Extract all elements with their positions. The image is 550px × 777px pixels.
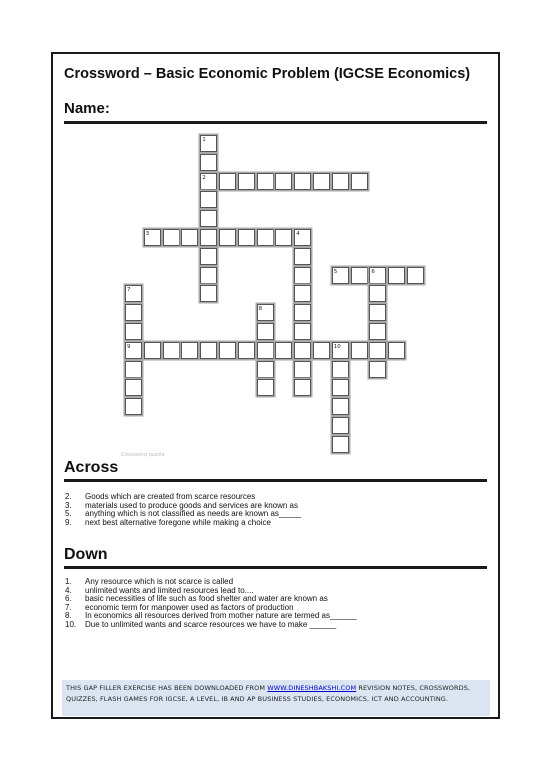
crossword-cell[interactable] <box>125 361 142 378</box>
crossword-cell[interactable] <box>257 304 274 321</box>
crossword-cell[interactable] <box>200 229 217 246</box>
clue-item: 2. Goods which are created from scarce resources <box>65 492 256 501</box>
crossword-cell[interactable] <box>369 361 386 378</box>
crossword-cell[interactable] <box>257 379 274 396</box>
clue-number: 1 <box>202 137 206 143</box>
crossword-cell[interactable] <box>144 229 161 246</box>
crossword-cell[interactable] <box>163 229 180 246</box>
crossword-cell[interactable] <box>351 267 368 284</box>
crossword-cell[interactable] <box>125 323 142 340</box>
crossword-cell[interactable] <box>275 229 292 246</box>
crossword-cell[interactable] <box>369 267 386 284</box>
clue-number: 3 <box>145 231 150 237</box>
crossword-cell[interactable] <box>125 342 142 359</box>
crossword-cell[interactable] <box>294 267 311 284</box>
crossword-cell[interactable] <box>181 229 198 246</box>
crossword-cell[interactable] <box>219 229 236 246</box>
crossword-cell[interactable] <box>200 135 217 152</box>
down-clue-list <box>64 578 357 629</box>
crossword-cell[interactable] <box>125 379 142 396</box>
crossword-cell[interactable] <box>275 173 292 190</box>
clue-number: 6 <box>371 268 375 275</box>
crossword-cell[interactable] <box>294 342 311 359</box>
crossword-cell[interactable] <box>407 267 424 284</box>
crossword-cell[interactable] <box>294 173 311 190</box>
crossword-cell[interactable] <box>332 417 349 434</box>
crossword-cell[interactable] <box>369 342 386 359</box>
crossword-cell[interactable] <box>238 229 255 246</box>
faint-caption: Crossword puzzle <box>121 452 165 458</box>
crossword-cell[interactable] <box>257 323 274 340</box>
down-rule <box>64 566 487 569</box>
crossword-cell[interactable] <box>369 323 386 340</box>
crossword-cell[interactable] <box>163 342 180 359</box>
name-label: Name: <box>64 100 110 117</box>
crossword-cell[interactable] <box>332 361 349 378</box>
crossword-cell[interactable] <box>200 191 217 208</box>
crossword-cell[interactable] <box>200 248 217 265</box>
clue-number: 5 <box>333 268 338 275</box>
clue-item: 7. economic term for manpower used as factors of production <box>65 602 294 612</box>
clue-item: 5. anything which is not classified as needs are known as_____ <box>65 509 302 518</box>
crossword-cell[interactable] <box>313 173 330 190</box>
crossword-cell[interactable] <box>294 323 311 340</box>
page-title: Crossword – Basic Economic Problem (IGCSE Economics) <box>64 66 471 82</box>
clue-number: 10 <box>333 343 341 350</box>
crossword-cell[interactable] <box>125 398 142 415</box>
crossword-cell[interactable] <box>238 342 255 359</box>
crossword-cell[interactable] <box>257 361 274 378</box>
crossword-cell[interactable] <box>332 173 349 190</box>
crossword-cell[interactable] <box>200 285 217 302</box>
crossword-cell[interactable] <box>200 173 217 190</box>
crossword-cell[interactable] <box>125 304 142 321</box>
clue-item: 4. unlimited wants and limited resources lead to.... <box>65 585 254 595</box>
crossword-cell[interactable] <box>332 267 349 284</box>
crossword-cell[interactable] <box>219 342 236 359</box>
crossword-cell[interactable] <box>200 210 217 227</box>
crossword-cell[interactable] <box>294 248 311 265</box>
crossword-cell[interactable] <box>238 173 255 190</box>
clue-number: 8 <box>258 306 263 313</box>
clue-item: 8. In economics all resources derived from mother nature are termed as______ <box>65 611 357 620</box>
clue-item: 10. Due to unlimited wants and scarce resources we have to make ______ <box>65 619 337 629</box>
clue-number: 4 <box>296 231 300 237</box>
crossword-cell[interactable] <box>181 342 198 359</box>
clue-item: 1. Any resource which is not scarce is called <box>65 577 234 586</box>
crossword-cell[interactable] <box>351 173 368 190</box>
footer-link[interactable]: WWW.DINESHBAKSHI.COM <box>267 684 357 692</box>
crossword-cell[interactable] <box>351 342 368 359</box>
clue-number: 7 <box>127 287 131 294</box>
crossword-cell[interactable] <box>388 342 405 359</box>
crossword-cell[interactable] <box>294 361 311 378</box>
across-clue-list <box>64 493 301 527</box>
crossword-cell[interactable] <box>257 342 274 359</box>
crossword-cell[interactable] <box>294 229 311 246</box>
crossword-cell[interactable] <box>332 398 349 415</box>
clue-item: 9. next best alternative foregone while making a choice <box>65 517 271 527</box>
clue-number: 9 <box>127 343 131 350</box>
crossword-cell[interactable] <box>275 342 292 359</box>
crossword-cell[interactable] <box>294 379 311 396</box>
footer-banner: THIS GAP FILLER EXERCISE HAS BEEN DOWNLOADED FROM WWW.DINESHBAKSHI.COM REVISION NOTES, CROSSWORDS, QUIZZES, FLASH GAMES FOR IGCSE, A LEVEL, IB AND AP BUSINESS STUDIES, ECONOMICS, ICT AND ACCOUNTING. <box>62 680 490 716</box>
crossword-cell[interactable] <box>369 285 386 302</box>
crossword-cell[interactable] <box>294 285 311 302</box>
crossword-cell[interactable] <box>125 285 142 302</box>
crossword-cell[interactable] <box>144 342 161 359</box>
across-heading: Across <box>64 459 119 476</box>
crossword-cell[interactable] <box>332 436 349 453</box>
crossword-cell[interactable] <box>257 173 274 190</box>
crossword-cell[interactable] <box>388 267 405 284</box>
clue-item: 3. materials used to produce goods and services are known as <box>65 500 299 510</box>
crossword-cell[interactable] <box>200 154 217 171</box>
clue-item: 6. basic necessities of life such as food shelter and water are known as <box>65 594 328 603</box>
crossword-cell[interactable] <box>369 304 386 321</box>
crossword-cell[interactable] <box>294 304 311 321</box>
crossword-cell[interactable] <box>219 173 236 190</box>
crossword-cell[interactable] <box>200 342 217 359</box>
crossword-cell[interactable] <box>200 267 217 284</box>
crossword-cell[interactable] <box>313 342 330 359</box>
down-heading: Down <box>64 546 108 563</box>
crossword-cell[interactable] <box>332 379 349 396</box>
crossword-cell[interactable] <box>257 229 274 246</box>
clue-number: 2 <box>202 174 206 181</box>
across-rule <box>64 479 487 482</box>
crossword-cell[interactable] <box>332 342 349 359</box>
